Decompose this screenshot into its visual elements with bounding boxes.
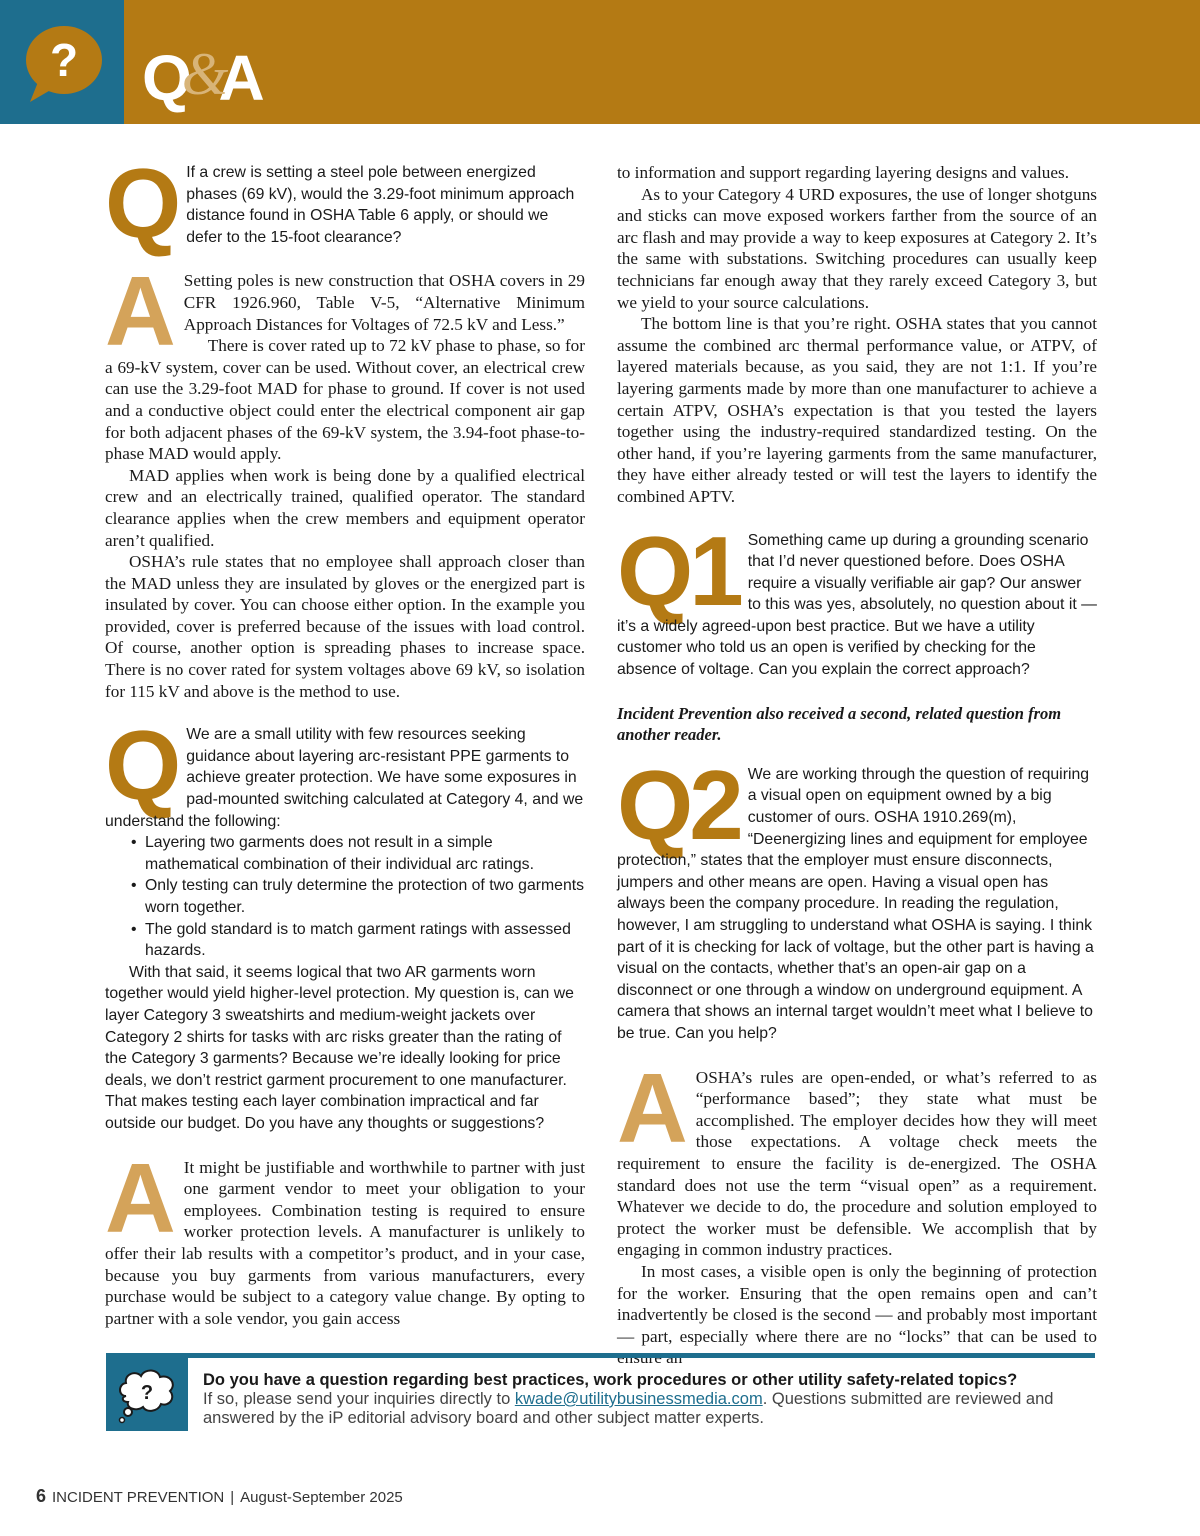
answer-3 [617, 1052, 1097, 1369]
question-callout [106, 1353, 1095, 1431]
question-letter: Q [105, 148, 179, 258]
question-text: We are a small utility with few resources seeking guidance about layering arc-resistant PPE garments to achieve greater protection. We have some exposures in pad-mounted switching calculated at Category 4, and we understand the following: [105, 726, 584, 830]
answer-paragraph: Setting poles is new construction that OSHA covers in 29 CFR 1926.960, Table V-5, “Alternative Minimum Approach Distances for Voltages of 72.5 kV and Less.” [183, 271, 585, 334]
right-column [617, 162, 1097, 1369]
question-bubble-icon [24, 24, 104, 104]
question-1 [105, 148, 585, 258]
list-item: • Only testing can truly determine the protection of two garments worn together. [131, 875, 585, 918]
editor-note: Incident Prevention also received a second, related question from another reader. [617, 703, 1062, 745]
answer-paragraph: to information and support regarding layering designs and values. [617, 163, 1070, 182]
callout-icon-panel [106, 1358, 188, 1431]
list-item: • Layering two garments does not result in a simple mathematical combination of their individual arc ratings. [131, 832, 585, 875]
question-2 [105, 710, 585, 1134]
question-bullet-list [105, 832, 585, 962]
title-a: A [218, 42, 263, 114]
question-letter: Q1 [617, 515, 740, 626]
answer-letter: A [617, 1052, 688, 1163]
svg-text:?: ? [49, 34, 79, 86]
callout-rule [106, 1353, 1095, 1358]
answer-1 [105, 256, 585, 702]
svg-text:?: ? [140, 1382, 154, 1404]
question-text: If a crew is setting a steel pole between energized phases (69 kV), would the 3.29-foot minimum approach distance found in OSHA Table 6 apply, or should we defer to the 15-foot clearance? [186, 164, 575, 246]
publication-name: INCIDENT PREVENTION [52, 1489, 225, 1506]
question-q2 [617, 749, 1097, 1045]
answer-paragraph: In most cases, a visible open is only the beginning of protection for the worker. Ensuring that the open remains open and can’t inadvertently be closed is the second — and probably most important — part, especially where there are no “locks” that can be used to [617, 1261, 1097, 1346]
answer-paragraph: The bottom line is that you’re right. OSHA states that you cannot assume the combined arc thermal performance value, or ATPV, of layered materials because, as you said, they are not 1:1. If you’re layering garments made by more than one manufacturer to achieve a certain ATPV, OSHA’s expectation is that you tested the layers together using the industry-required standardized testing. On the other hand, if you’re layering garments from the same manufacturer, they have either already tested or will test the layers to identify the combined APTV. [617, 314, 1097, 506]
email-link[interactable]: kwade@utilitybusinessmedia.com [514, 1390, 763, 1408]
callout-heading: Do you have a question regarding best practices, work procedures or other utility safety-related topics? [203, 1371, 1018, 1389]
question-text: With that said, it seems logical that two AR garments worn together would yield higher-level protection. My question is, can we layer Category 3 sweatshirts and medium-weight jackets over Category 2 shirts for tasks with arc risks greater than the rating of the Category 3 garments? Because we’re ideally looking for price deals, we don’t restrict garment procurement to one manufacturer. That makes testing each layer combination impractical and far outside our budget. Do you have any thoughts or suggestions? [105, 963, 574, 1132]
question-text: We are working through the question of requiring a visual open on equipment owned by a big customer of ours. OSHA 1910.269(m), “Deenergizing lines and equipment for employee protection,” states that the employer must ensure disconnects, jumpers and other means are open. Having a visual open has always been the company procedure. In reading the regulation, however, I am struggling to understand what OSHA is saying. I think part of it is checking for lack of voltage, but the other part is having a visual on the contacts, whether that’s an open-air gap on a disconnect or one through a window on underground equipment. A camera that shows an internal target wouldn’t meet what I believe to be true. Can you help? [617, 765, 1094, 1042]
question-letter: Q2 [617, 749, 740, 860]
page-footer [36, 1486, 403, 1507]
answer-2-continued [617, 162, 1097, 508]
answer-paragraph: It might be justifiable and worthwhile to partner with just one garment vendor to meet your obligation to your employees. Combination testing is required to ensure worker protection levels. A manufacturer is unlikely to offer their lab results with a competitor’s product, and in your case, because you buy garments from various manufacturers, every purchase would be subject to a category value change. By opting to partner with a sole vendor, you gain access [105, 1157, 585, 1328]
header-band [124, 0, 1200, 124]
question-q1 [617, 515, 1097, 681]
title-ampersand: & [181, 41, 227, 107]
answer-paragraph: OSHA’s rule states that no employee shall approach closer than the MAD unless they are insulated by gloves or the energized part is insulated by cover. You can choose either option. In the example you provided, cover is preferred because of the issues with load control. Of course, another option is spreading phases to increase space. There is no cover rated for system voltages above 69 kV, so isolation for 115 kV and above is the method to use. [105, 552, 585, 701]
thought-bubble-icon [114, 1366, 180, 1424]
page-number: 6 [36, 1486, 47, 1506]
left-column [105, 148, 585, 1329]
footer-separator: | [230, 1489, 235, 1506]
answer-letter: A [105, 256, 176, 367]
question-text: Something came up during a grounding scenario that I’d never questioned before. Does OSHA require a visually verifiable air gap? Our answer to this was yes, absolutely, no question about it — it’s a widely agreed-upon best practice. But we have a utility customer who told us an open is verified by checking for the absence of voltage. Can you explain the correct approach? [617, 531, 1097, 679]
title-q: Q [142, 42, 190, 114]
callout-body-end: . Questions submitted are reviewed and answered by the iP editorial advisory board and other subject matter experts. [203, 1390, 1054, 1427]
answer-2 [105, 1142, 585, 1330]
answer-paragraph: As to your Category 4 URD exposures, the use of longer shotguns and sticks can move exposed workers farther from the source of an arc flash and may provide a way to keep exposures at Category 2. It’s the same with substations. Switching procedures can usually keep technicians far enough away that they rarely exceed Category 3, but we yield to your source calculations. [617, 184, 1097, 312]
issue-date: August-September 2025 [240, 1489, 403, 1506]
callout-text [203, 1371, 1083, 1428]
callout-body: If so, please send your inquiries directly to [203, 1390, 515, 1408]
header-icon-panel [0, 0, 124, 124]
page-header [0, 0, 1200, 124]
question-letter: Q [105, 710, 179, 821]
section-title [142, 41, 263, 114]
answer-paragraph: MAD applies when work is being done by a qualified electrical crew and an electrically trained, qualified operator. The standard clearance applies when the crew members and equipment operator aren’t qualified. [105, 465, 585, 550]
answer-paragraph: There is cover rated up to 72 kV phase to phase, so for a 69-kV system, cover can be used. Without cover, an electrical crew can use the 3.29-foot MAD for phase to ground. If cover is not used and a conductive object could enter the electrical component air gap for both adjacent phases of the 69-kV system, the 3.94-foot phase-to-phase MAD would apply. [105, 336, 585, 464]
list-item: • The gold standard is to match garment ratings with assessed hazards. [131, 919, 585, 962]
answer-letter: A [105, 1142, 176, 1253]
answer-paragraph: OSHA’s rules are open-ended, or what’s referred to as “performance based”; they state what must be accomplished. The employer decides how they will meet those expectations. A voltage check meets the requirement to ensure the facility is de-energized. The OSHA standard does not use the term “visual open” as a requirement. Whatever we decide to do, the procedure and solution employed to protect the worker must be defensible. We accomplish that by engaging in common industry practices. [617, 1067, 1097, 1260]
